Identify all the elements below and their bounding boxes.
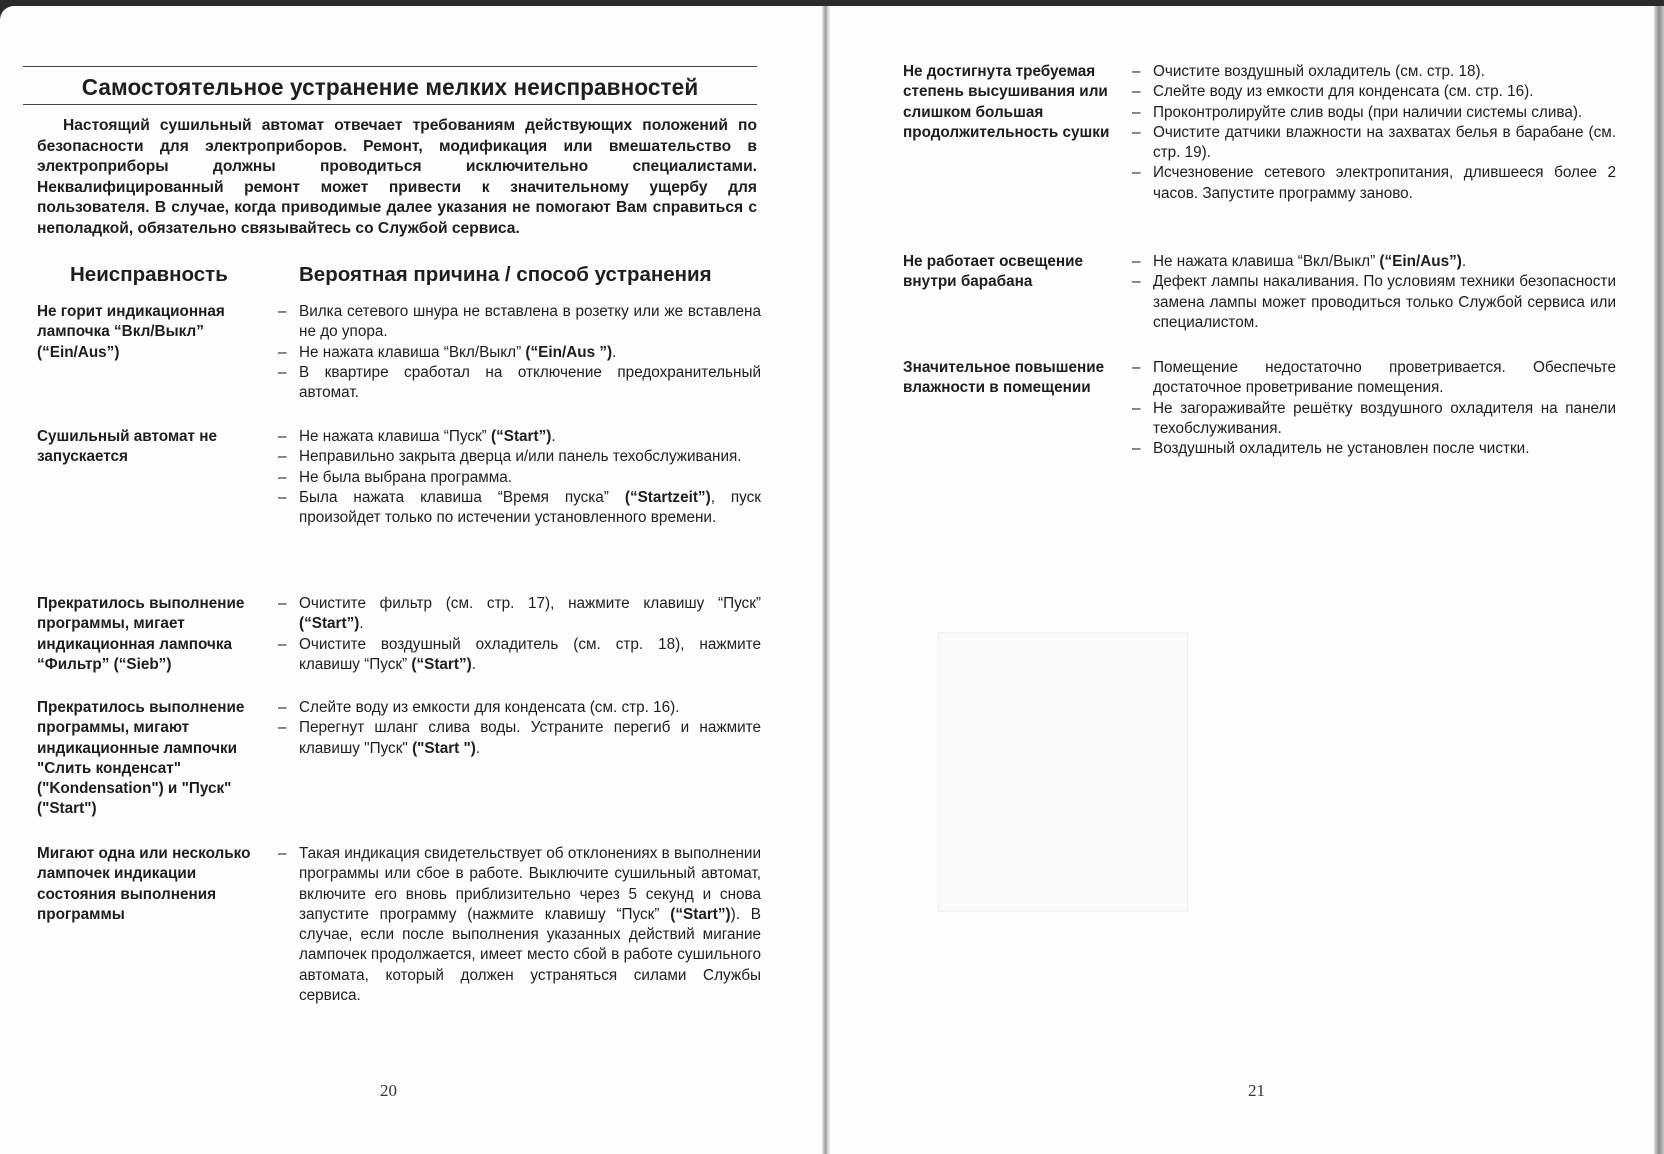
fault-description: Прекратилось выполнение программы, мигают индикационные лампочки "Слить конденсат" ("Kondensation") и "Пуск" ("Start") [37,699,245,818]
cause-text: Воздушный охладитель не установлен после чистки. [1153,440,1530,458]
cause-text-tail: , пуск произойдет только по истечении установленного времени. [299,488,761,527]
cause-text-tail: . [359,615,364,633]
button-label-emphasis: (“Ein/Aus ”) [525,343,613,361]
cause-item [277,718,761,759]
page-number: 20 [380,1081,397,1100]
cause-text: Вилка сетевого шнура не вставлена в розетку или же вставлена не до упора. [299,303,761,341]
cause-list [1131,62,1616,204]
cause-item [1131,358,1616,399]
dash-bullet: – [278,845,287,862]
dash-bullet: – [278,448,287,466]
button-label-emphasis: ("Start ") [412,739,476,757]
cause-item [1131,62,1616,82]
cause-text: Такая индикация свидетельствует об отклонениях в выполнении программы или сбое в работе. Выключите сушильный автомат, включите его вновь приблизительно через 5 секунд и снова запустите программу (нажмите клавишу “Пуск” [299,845,761,923]
fault-description: Сушильный автомат не запускается [37,428,218,466]
cause-item [1131,272,1616,333]
dash-bullet: – [278,363,287,381]
cause-item [1131,163,1616,204]
cause-text-tail: . [475,739,481,757]
button-label-emphasis: (“Start”) [299,615,360,633]
title-rule-bottom [23,104,757,105]
dash-bullet: – [278,719,287,737]
cause-text: Дефект лампы накаливания. По условиям техники безопасности замена лампы может проводиться только Службой сервиса или специалистом. [1153,273,1616,331]
dash-bullet: – [1132,164,1141,182]
cause-item [277,698,761,718]
cause-text: Помещение недостаточно проветривается. Обеспечьте достаточное проветривание помещения. [1153,359,1616,397]
cause-item [1131,123,1616,164]
cause-text-tail: . [612,343,617,361]
cause-item [1131,103,1616,123]
dash-bullet: – [278,343,287,361]
button-label-emphasis: (“Ein/Aus”) [1379,253,1462,270]
dash-bullet: – [1132,83,1141,101]
cause-text-tail: . [551,428,556,445]
cause-list [1131,358,1616,459]
dash-bullet: – [278,468,287,486]
button-label-emphasis: (“Start”) [670,905,731,923]
cause-text-tail: . [1461,253,1467,270]
fault-description: Мигают одна или несколько лампочек индикации состояния выполнения программы [37,845,251,923]
cause-text: Слейте воду из емкости для конденсата (см. стр. 16). [1153,83,1534,101]
bleed-through-illustration [938,632,1188,912]
cause-text: Очистите фильтр (см. стр. 17), нажмите клавишу “Пуск” [299,595,761,612]
cause-item [277,594,761,635]
cause-text: Была нажата клавиша “Время пуска” [299,488,625,506]
dash-bullet: – [278,595,287,612]
dash-bullet: – [1132,359,1141,376]
cause-list [277,302,761,403]
page-title: Самостоятельное устранение мелких неисправностей [81,74,699,100]
cause-text: Очистите воздушный охладитель (см. стр. 18), нажмите клавишу “Пуск” [299,635,761,673]
cause-text: Не нажата клавиша “Вкл/Выкл” [1153,253,1380,270]
cause-item [277,427,761,447]
cause-item [277,363,761,404]
dash-bullet: – [278,635,287,653]
fault-description: Не достигнута требуемая степень высушивания или слишком большая продолжительность сушки [903,63,1110,141]
cause-text: Слейте воду из емкости для конденсата (см. стр. 16). [299,699,680,716]
dash-bullet: – [278,699,287,716]
cause-list [277,594,761,675]
dash-bullet: – [1132,103,1141,121]
dash-bullet: – [278,488,287,506]
cause-item [1131,439,1616,459]
cause-text: Не была выбрана программа. [299,468,513,486]
cause-list [277,844,761,1006]
book-gutter [822,6,830,1154]
button-label-emphasis: (“Startzeit”) [624,488,711,506]
dash-bullet: – [1132,123,1141,141]
book-spread [0,6,1664,1154]
cause-text: Проконтролируйте слив воды (при наличии системы слива). [1153,103,1583,121]
cause-text: Очистите воздушный охладитель (см. стр. 18). [1153,63,1485,80]
dash-bullet: – [278,428,287,445]
cause-item [277,447,761,467]
cause-item [1131,82,1616,102]
dash-bullet: – [1132,63,1141,80]
cause-text: Неправильно закрыта дверца и/или панель техобслуживания. [299,448,742,466]
dash-bullet: – [1132,440,1141,458]
fault-description: Не работает освещение внутри барабана [903,253,1084,291]
page-right [830,6,1654,1154]
cause-item [1131,399,1616,440]
cause-text: Не нажата клавиша “Пуск” [299,428,492,445]
column-header-cause: Вероятная причина / способ устранения [299,263,712,286]
dash-bullet: – [278,303,287,320]
cause-list [1131,252,1616,333]
fault-description: Прекратилось выполнение программы, мигает индикационная лампочка “Фильтр” (“Sieb”) [37,595,245,673]
cause-item [1131,252,1616,272]
cause-item [277,302,761,343]
fault-description: Не горит индикационная лампочка “Вкл/Выкл” (“Ein/Aus”) [37,303,225,361]
cause-text: Перегнут шланг слива воды. Устраните перегиб и нажмите клавишу "Пуск" [299,719,761,757]
page-edge [1654,6,1664,1154]
cause-text-tail: ). В случае, если после выполнения указанных действий мигание лампочек продолжается, имеет место сбой в работе сушильного автомата, который должен устраняться силами Службы сервиса. [299,905,761,1005]
cause-item [277,488,761,529]
dash-bullet: – [1132,273,1141,291]
cause-item [277,844,761,1006]
cause-list [277,698,761,759]
cause-text: В квартире сработал на отключение предохранительный автомат. [299,363,761,402]
cause-text: Очистите датчики влажности на захватах белья в барабане (см. стр. 19). [1153,123,1616,162]
dash-bullet: – [1132,399,1141,417]
cause-text: Не нажата клавиша “Вкл/Выкл” [299,343,526,361]
cause-item [277,468,761,488]
dash-bullet: – [1132,253,1141,270]
column-header-fault: Неисправность [70,263,228,286]
fault-description: Значительное повышение влажности в помещении [903,359,1105,397]
page-left [0,6,822,1154]
button-label-emphasis: (“Start”) [491,428,552,445]
page-number: 21 [1248,1081,1265,1100]
cause-item [277,635,761,676]
cause-text: Не загораживайте решётку воздушного охладителя на панели техобслуживания. [1153,399,1616,437]
cause-list [277,427,761,528]
button-label-emphasis: (“Start”) [411,655,472,673]
title-rule-top [23,66,757,67]
cause-text-tail: . [471,655,476,673]
safety-intro: Настоящий сушильный автомат отвечает требованиям действующих положений по безопасности для электроприборов. Ремонт, модификация или вмешательство в электроприборы должны проводиться исключительно специалистами. Неквалифицированный ремонт может привести к значительному ущербу для пользователя. В случае, когда приводимые далее указания не помогают Вам справиться с неполадкой, обязательно связывайтесь со Службой сервиса. [37,117,757,237]
cause-text: Исчезновение сетевого электропитания, длившееся более 2 часов. Запустите программу заново. [1153,164,1616,202]
cause-item [277,343,761,363]
